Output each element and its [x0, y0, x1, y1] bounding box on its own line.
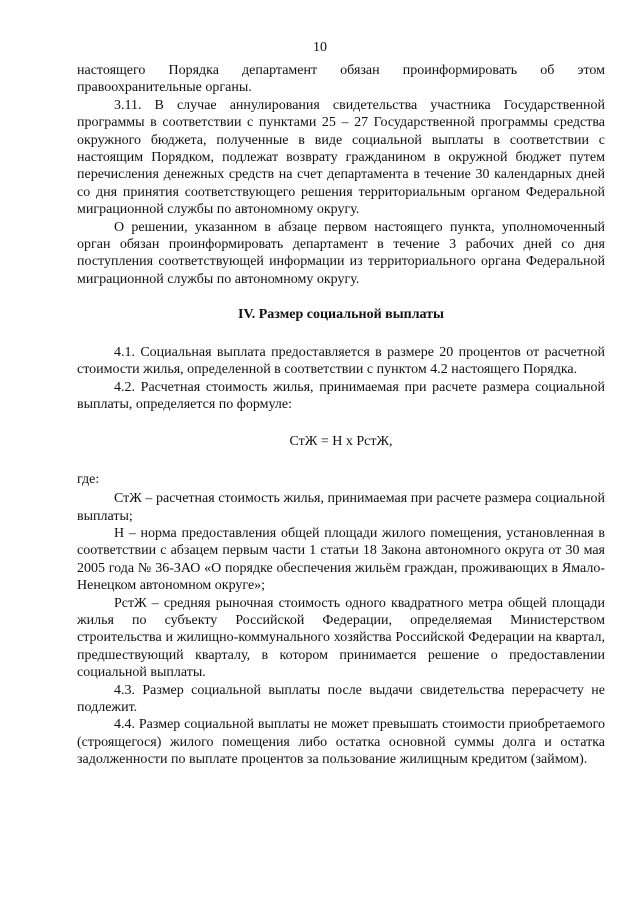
paragraph-4-2: 4.2. Расчетная стоимость жилья, принимаемая при расчете размера социальной выплаты, определяется по формуле:	[77, 379, 605, 412]
where-label: где:	[77, 471, 100, 487]
paragraph-4-4: 4.4. Размер социальной выплаты не может превышать стоимости приобретаемого (строящегося) жилого помещения либо остатка основной суммы долга и остатка задолженности по выплате процентов за пользование жилищным кредитом (займом).	[77, 717, 605, 768]
paragraph-4-1: 4.1. Социальная выплата предоставляется в размере 20 процентов от расчетной стоимости жилья, определенной в соответствии с пунктом 4.2 настоящего Порядка.	[77, 344, 605, 378]
paragraph-4-3: 4.3. Размер социальной выплаты после выдачи свидетельства перерасчету не подлежит.	[77, 682, 605, 715]
paragraph-decision-notice: О решении, указанном в абзаце первом настоящего пункта, уполномоченный орган обязан проинформировать департамент в течение 3 рабочих дней со дня поступления соответствующей информации из территориального органа Федеральной миграционной службы по автономному округу.	[77, 219, 605, 287]
definition-stzh: СтЖ – расчетная стоимость жилья, принимаемая при расчете размера социальной выплаты;	[77, 491, 605, 524]
paragraph-continuation: настоящего Порядка департамент обязан проинформировать об этом правоохранительные органы.	[77, 63, 605, 96]
page-number: 10	[313, 40, 327, 55]
document-body	[77, 62, 605, 769]
section-heading: IV. Размер социальной выплаты	[238, 307, 444, 323]
definition-rstzh: РстЖ – средняя рыночная стоимость одного квадратного метра общей площади жилья по субъекту Российской Федерации, определяемая Министерством строительства и жилищно-коммунального хозяйства Российской Федерации на квартал, предшествующий кварталу, в котором принимается решение о предоставлении социальной выплаты.	[77, 595, 605, 681]
paragraph-3-11: 3.11. В случае аннулирования свидетельства участника Государственной программы в соответствии с пунктами 25 – 27 Государственной программы средства окружного бюджета, полученные в виде социальной выплаты в соответствии с настоящим Порядком, подлежат возврату гражданином в окружной бюджет путем перечисления денежных средств на счет департамента в течение 30 календарных дней со дня принятия соответствующего решения территориальным органом Федеральной миграционной службы по автономному округу.	[77, 97, 605, 218]
definition-n: Н – норма предоставления общей площади жилого помещения, установленная в соответствии с абзацем первым части 1 статьи 18 Закона автономного округа от 30 мая 2005 года № 36-ЗАО «О порядке обеспечения жильём граждан, проживающих в Ямало-Ненецком автономном округе»;	[77, 525, 605, 594]
formula: СтЖ = Н х РстЖ,	[289, 434, 393, 450]
